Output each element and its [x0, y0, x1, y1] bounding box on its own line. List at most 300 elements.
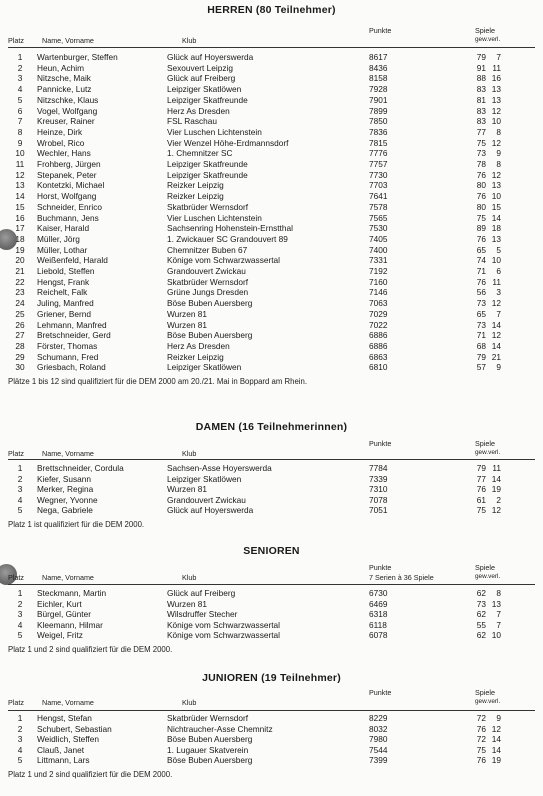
- cell-platz: 29: [15, 351, 25, 362]
- cell-punkte: 7310: [369, 484, 388, 495]
- cell-klub: Leipziger Skatlöwen: [167, 84, 242, 95]
- cell-punkte: 7146: [369, 287, 388, 298]
- cell-gewonnen: 89: [476, 223, 486, 234]
- section-title-senioren: SENIOREN: [243, 545, 300, 557]
- cell-platz: 27: [15, 330, 25, 341]
- cell-punkte: 7022: [369, 319, 388, 330]
- qualification-note-damen: Platz 1 ist qualifiziert für die DEM 2000.: [8, 520, 145, 529]
- cell-verloren: 7: [496, 619, 501, 630]
- qualification-note-senioren: Platz 1 und 2 sind qualifiziert für die DEM 2000.: [8, 645, 173, 654]
- cell-platz: 4: [17, 494, 23, 505]
- cell-name: Heun, Achim: [37, 62, 85, 73]
- cell-punkte: 7400: [369, 244, 388, 255]
- col-header-klub: Klub: [182, 36, 197, 45]
- cell-gewonnen: 65: [476, 308, 486, 319]
- cell-klub: Wilsdruffer Stecher: [167, 609, 238, 620]
- cell-platz: 13: [15, 180, 25, 191]
- cell-name: Kiefer, Susann: [37, 473, 91, 484]
- cell-verloren: 11: [492, 62, 501, 73]
- col-header-name: Name, Vorname: [42, 36, 94, 45]
- col-header-gewverl: gew.verl.: [475, 698, 501, 705]
- cell-klub: Herz As Dresden: [167, 105, 230, 116]
- cell-platz: 2: [17, 598, 23, 609]
- cell-punkte: 7160: [369, 276, 388, 287]
- cell-klub: Nichtraucher-Asse Chemnitz: [167, 723, 273, 734]
- cell-punkte: 7530: [369, 223, 388, 234]
- cell-punkte: 6078: [369, 630, 388, 641]
- cell-verloren: 12: [491, 505, 501, 516]
- col-header-punkte: Punkte: [369, 688, 392, 697]
- cell-punkte: 7757: [369, 159, 388, 169]
- cell-punkte: 6469: [369, 598, 388, 609]
- cell-klub: Herz As Dresden: [167, 340, 230, 351]
- cell-verloren: 16: [491, 73, 501, 84]
- cell-klub: Grüne Jungs Dresden: [167, 287, 249, 298]
- cell-name: Müller, Lothar: [37, 244, 88, 255]
- cell-gewonnen: 75: [476, 744, 486, 755]
- cell-name: Vogel, Wolfgang: [37, 105, 98, 116]
- cell-klub: Skatbrüder Wernsdorf: [167, 276, 249, 287]
- cell-verloren: 14: [491, 734, 501, 745]
- cell-name: Reichelt, Falk: [37, 287, 88, 298]
- cell-punkte: 7836: [369, 126, 388, 137]
- header-rule-herren: [8, 47, 535, 48]
- cell-gewonnen: 75: [476, 137, 486, 148]
- cell-name: Wrobel, Rico: [37, 137, 85, 148]
- cell-platz: 5: [17, 630, 23, 641]
- cell-klub: 1. Lugauer Skatverein: [167, 744, 249, 755]
- cell-gewonnen: 79: [476, 52, 486, 62]
- cell-punkte: 8617: [369, 52, 388, 62]
- cell-platz: 12: [15, 169, 25, 180]
- cell-name: Horst, Wolfgang: [37, 191, 97, 202]
- cell-name: Schubert, Sebastian: [37, 723, 112, 734]
- cell-name: Bürgel, Günter: [37, 609, 91, 620]
- cell-gewonnen: 80: [476, 201, 486, 212]
- cell-verloren: 19: [491, 755, 501, 766]
- cell-verloren: 13: [491, 94, 501, 105]
- cell-verloren: 8: [496, 588, 501, 598]
- col-header-punkte: Punkte: [369, 26, 392, 35]
- cell-platz: 26: [15, 319, 25, 330]
- header-rule-senioren: [8, 584, 535, 585]
- cell-platz: 21: [15, 266, 25, 276]
- cell-punkte: 7776: [369, 148, 388, 159]
- cell-verloren: 11: [492, 276, 501, 287]
- cell-platz: 19: [15, 244, 25, 255]
- cell-gewonnen: 76: [476, 191, 486, 202]
- col-header-klub: Klub: [182, 449, 197, 458]
- col-header-spiele: Spiele: [475, 26, 495, 35]
- col-header-spiele: Spiele: [475, 688, 495, 697]
- cell-gewonnen: 55: [476, 619, 486, 630]
- cell-verloren: 10: [491, 116, 501, 127]
- cell-gewonnen: 83: [476, 84, 486, 95]
- cell-verloren: 12: [491, 723, 501, 734]
- cell-platz: 15: [15, 201, 25, 212]
- cell-punkte: 7928: [369, 84, 388, 95]
- cell-platz: 2: [17, 62, 23, 73]
- cell-gewonnen: 72: [476, 734, 486, 745]
- cell-punkte: 7578: [369, 201, 388, 212]
- cell-platz: 22: [15, 276, 25, 287]
- cell-name: Kleemann, Hilmar: [37, 619, 103, 630]
- cell-name: Eichler, Kurt: [37, 598, 82, 609]
- cell-punkte: 7815: [369, 137, 388, 148]
- cell-verloren: 18: [491, 223, 501, 234]
- cell-verloren: 13: [491, 180, 501, 191]
- cell-name: Schumann, Fred: [37, 351, 99, 362]
- cell-punkte: 7730: [369, 169, 388, 180]
- cell-platz: 4: [17, 744, 23, 755]
- cell-verloren: 11: [492, 463, 501, 473]
- cell-verloren: 8: [496, 126, 501, 137]
- col-header-spiele: Spiele: [475, 563, 495, 572]
- cell-gewonnen: 73: [476, 319, 486, 330]
- cell-punkte: 7063: [369, 298, 388, 309]
- cell-gewonnen: 75: [476, 505, 486, 516]
- cell-platz: 5: [17, 94, 23, 105]
- cell-platz: 1: [17, 588, 23, 598]
- cell-punkte: 7565: [369, 212, 388, 223]
- cell-verloren: 7: [496, 52, 501, 62]
- col-header-platz: Platz: [8, 698, 24, 707]
- cell-klub: Böse Buben Auersberg: [167, 755, 253, 766]
- cell-verloren: 3: [496, 287, 501, 298]
- cell-klub: Sexouvert Leipzig: [167, 62, 233, 73]
- col-header-spiele: Spiele: [475, 439, 495, 448]
- cell-gewonnen: 73: [476, 598, 486, 609]
- cell-platz: 16: [15, 212, 25, 223]
- cell-platz: 23: [15, 287, 25, 298]
- cell-punkte: 8032: [369, 723, 388, 734]
- cell-gewonnen: 62: [476, 630, 486, 641]
- cell-klub: Böse Buben Auersberg: [167, 734, 253, 745]
- cell-klub: Vier Luschen Lichtenstein: [167, 126, 262, 137]
- cell-platz: 3: [17, 484, 23, 495]
- cell-name: Wechler, Hans: [37, 148, 91, 159]
- cell-klub: Glück auf Freiberg: [167, 588, 236, 598]
- cell-verloren: 13: [491, 598, 501, 609]
- cell-verloren: 12: [491, 298, 501, 309]
- cell-gewonnen: 91: [476, 62, 486, 73]
- cell-platz: 17: [15, 223, 25, 234]
- cell-platz: 28: [15, 340, 25, 351]
- cell-punkte: 7784: [369, 463, 388, 473]
- cell-verloren: 13: [491, 84, 501, 95]
- cell-klub: Sachsenring Hohenstein-Ernstthal: [167, 223, 293, 234]
- col-header-klub: Klub: [182, 698, 197, 707]
- cell-name: Schneider, Enrico: [37, 201, 103, 212]
- cell-platz: 3: [17, 73, 23, 84]
- cell-gewonnen: 68: [476, 340, 486, 351]
- cell-klub: Böse Buben Auersberg: [167, 298, 253, 309]
- cell-klub: Wurzen 81: [167, 319, 207, 330]
- cell-punkte: 6118: [369, 619, 387, 630]
- qualification-note-junioren: Platz 1 und 2 sind qualifiziert für die DEM 2000.: [8, 770, 173, 779]
- cell-punkte: 8229: [369, 713, 388, 723]
- cell-gewonnen: 75: [476, 212, 486, 223]
- col-header-platz: Platz: [8, 36, 24, 45]
- cell-punkte: 6810: [369, 362, 388, 373]
- cell-gewonnen: 79: [476, 463, 486, 473]
- cell-punkte: 7980: [369, 734, 388, 745]
- col-header-name: Name, Vorname: [42, 449, 94, 458]
- cell-gewonnen: 57: [476, 362, 486, 373]
- section-title-junioren: JUNIOREN (19 Teilnehmer): [202, 672, 341, 684]
- cell-name: Müller, Jörg: [37, 233, 80, 244]
- cell-verloren: 8: [496, 159, 501, 169]
- cell-punkte: 6730: [369, 588, 388, 598]
- cell-name: Nitzschke, Klaus: [37, 94, 99, 105]
- cell-name: Bretschneider, Gerd: [37, 330, 111, 341]
- cell-platz: 24: [15, 298, 25, 309]
- cell-klub: Reizker Leipzig: [167, 191, 224, 202]
- cell-punkte: 7850: [369, 116, 388, 127]
- cell-punkte: 6863: [369, 351, 388, 362]
- cell-verloren: 7: [496, 308, 501, 319]
- cell-verloren: 15: [491, 201, 501, 212]
- header-rule-junioren: [8, 710, 535, 711]
- cell-platz: 11: [15, 159, 25, 169]
- cell-name: Clauß, Janet: [37, 744, 85, 755]
- cell-punkte: 7544: [369, 744, 388, 755]
- cell-punkte: 7641: [369, 191, 388, 202]
- col-header-punkte: Punkte: [369, 439, 392, 448]
- cell-platz: 3: [17, 734, 23, 745]
- section-title-herren: HERREN (80 Teilnehmer): [207, 4, 336, 16]
- cell-klub: Reizker Leipzig: [167, 180, 224, 191]
- cell-gewonnen: 83: [476, 116, 486, 127]
- col-header-gewverl: gew.verl.: [475, 449, 501, 456]
- cell-name: Liebold, Steffen: [37, 266, 95, 276]
- cell-klub: 1. Chemnitzer SC: [167, 148, 233, 159]
- cell-platz: 8: [17, 126, 23, 137]
- cell-name: Kontetzki, Michael: [37, 180, 105, 191]
- cell-gewonnen: 80: [476, 180, 486, 191]
- section-title-damen: DAMEN (16 Teilnehmerinnen): [195, 421, 348, 433]
- cell-name: Steckmann, Martin: [37, 588, 107, 598]
- cell-klub: Grandouvert Zwickau: [167, 266, 246, 276]
- cell-gewonnen: 76: [476, 755, 486, 766]
- cell-gewonnen: 76: [476, 723, 486, 734]
- cell-gewonnen: 88: [476, 73, 486, 84]
- cell-verloren: 14: [491, 319, 501, 330]
- col-header-punkte: Punkte: [369, 563, 392, 572]
- cell-klub: Chemnitzer Buben 67: [167, 244, 248, 255]
- cell-gewonnen: 78: [476, 159, 486, 169]
- col-header-punkte-sub: 7 Serien à 36 Spiele: [369, 573, 434, 582]
- cell-klub: Wurzen 81: [167, 598, 207, 609]
- cell-name: Kreuser, Rainer: [37, 116, 95, 127]
- cell-name: Lehmann, Manfred: [37, 319, 107, 330]
- cell-name: Littmann, Lars: [37, 755, 90, 766]
- cell-verloren: 9: [496, 362, 501, 373]
- cell-punkte: 7029: [369, 308, 388, 319]
- cell-name: Nega, Gabriele: [37, 505, 93, 516]
- cell-gewonnen: 76: [476, 276, 486, 287]
- cell-gewonnen: 76: [476, 169, 486, 180]
- cell-klub: Vier Luschen Lichtenstein: [167, 212, 262, 223]
- cell-punkte: 7399: [369, 755, 388, 766]
- cell-gewonnen: 77: [476, 473, 486, 484]
- cell-punkte: 6886: [369, 340, 388, 351]
- cell-klub: Glück auf Hoyerswerda: [167, 52, 254, 62]
- cell-klub: Sachsen-Asse Hoyerswerda: [167, 463, 272, 473]
- cell-verloren: 12: [491, 137, 501, 148]
- cell-gewonnen: 62: [476, 609, 486, 620]
- cell-platz: 25: [15, 308, 25, 319]
- cell-platz: 20: [15, 255, 25, 266]
- cell-klub: 1. Zwickauer SC Grandouvert 89: [167, 233, 288, 244]
- cell-name: Merker, Regina: [37, 484, 94, 495]
- cell-verloren: 12: [491, 105, 501, 116]
- cell-klub: Reizker Leipzig: [167, 351, 224, 362]
- cell-name: Kaiser, Harald: [37, 223, 90, 234]
- cell-punkte: 8436: [369, 62, 388, 73]
- cell-verloren: 10: [491, 191, 501, 202]
- cell-klub: Glück auf Hoyerswerda: [167, 505, 254, 516]
- cell-name: Juling, Manfred: [37, 298, 94, 309]
- cell-gewonnen: 56: [476, 287, 486, 298]
- cell-gewonnen: 83: [476, 105, 486, 116]
- cell-verloren: 7: [496, 609, 501, 620]
- cell-platz: 30: [15, 362, 25, 373]
- cell-name: Frohberg, Jürgen: [37, 159, 101, 169]
- cell-klub: Skatbrüder Wernsdorf: [167, 713, 249, 723]
- cell-platz: 1: [17, 52, 23, 62]
- cell-name: Wegner, Yvonne: [37, 494, 98, 505]
- col-header-klub: Klub: [182, 573, 197, 582]
- cell-gewonnen: 71: [476, 266, 486, 276]
- cell-platz: 4: [17, 619, 23, 630]
- cell-name: Hengst, Frank: [37, 276, 90, 287]
- cell-gewonnen: 72: [476, 713, 486, 723]
- cell-punkte: 8158: [369, 73, 388, 84]
- cell-verloren: 12: [491, 169, 501, 180]
- cell-klub: Grandouvert Zwickau: [167, 494, 246, 505]
- cell-punkte: 7901: [369, 94, 388, 105]
- cell-name: Heinze, Dirk: [37, 126, 83, 137]
- cell-punkte: 7899: [369, 105, 388, 116]
- cell-platz: 1: [17, 713, 23, 723]
- cell-klub: Leipziger Skatfreunde: [167, 169, 248, 180]
- cell-klub: Könige vom Schwarzwassertal: [167, 630, 280, 641]
- cell-verloren: 9: [496, 713, 501, 723]
- cell-gewonnen: 74: [476, 255, 486, 266]
- cell-verloren: 14: [491, 744, 501, 755]
- cell-platz: 14: [15, 191, 25, 202]
- cell-gewonnen: 76: [476, 484, 486, 495]
- cell-platz: 5: [17, 505, 23, 516]
- cell-platz: 2: [17, 473, 23, 484]
- cell-gewonnen: 62: [476, 588, 486, 598]
- cell-name: Griener, Bernd: [37, 308, 91, 319]
- cell-gewonnen: 77: [476, 126, 486, 137]
- cell-verloren: 2: [496, 494, 501, 505]
- cell-verloren: 13: [491, 233, 501, 244]
- cell-name: Griesbach, Roland: [37, 362, 106, 373]
- cell-platz: 2: [17, 723, 23, 734]
- qualification-note-herren: Plätze 1 bis 12 sind qualifiziert für die DEM 2000 am 20./21. Mai in Boppard am Rhein.: [8, 377, 308, 386]
- cell-platz: 18: [15, 233, 25, 244]
- col-header-platz: Platz: [8, 449, 24, 458]
- cell-punkte: 6886: [369, 330, 388, 341]
- cell-klub: Vier Wenzel Höhe-Erdmannsdorf: [167, 137, 289, 148]
- cell-punkte: 7051: [369, 505, 388, 516]
- cell-verloren: 14: [491, 340, 501, 351]
- cell-verloren: 5: [496, 244, 501, 255]
- cell-platz: 9: [17, 137, 23, 148]
- cell-verloren: 19: [491, 484, 501, 495]
- cell-punkte: 6318: [369, 609, 388, 620]
- cell-klub: Leipziger Skatfreunde: [167, 159, 248, 169]
- cell-gewonnen: 73: [476, 298, 486, 309]
- cell-platz: 3: [17, 609, 23, 620]
- cell-punkte: 7405: [369, 233, 388, 244]
- cell-punkte: 7078: [369, 494, 388, 505]
- cell-gewonnen: 65: [476, 244, 486, 255]
- cell-punkte: 7192: [369, 266, 388, 276]
- cell-klub: Leipziger Skatlöwen: [167, 473, 242, 484]
- cell-klub: Leipziger Skatlöwen: [167, 362, 242, 373]
- header-rule-damen: [8, 459, 535, 460]
- cell-punkte: 7331: [369, 255, 388, 266]
- cell-verloren: 14: [491, 473, 501, 484]
- cell-name: Weigel, Fritz: [37, 630, 83, 641]
- cell-klub: Wurzen 81: [167, 308, 207, 319]
- cell-name: Förster, Thomas: [37, 340, 98, 351]
- cell-name: Pannicke, Lutz: [37, 84, 92, 95]
- cell-punkte: 7339: [369, 473, 388, 484]
- cell-gewonnen: 73: [476, 148, 486, 159]
- cell-platz: 4: [17, 84, 23, 95]
- cell-klub: Könige vom Schwarzwassertal: [167, 255, 280, 266]
- cell-verloren: 12: [491, 330, 501, 341]
- col-header-gewverl: gew.verl.: [475, 573, 501, 580]
- cell-verloren: 9: [496, 148, 501, 159]
- cell-klub: Glück auf Freiberg: [167, 73, 236, 84]
- cell-platz: 1: [17, 463, 23, 473]
- cell-platz: 6: [17, 105, 23, 116]
- cell-verloren: 10: [491, 255, 501, 266]
- cell-klub: Könige vom Schwarzwassertal: [167, 619, 280, 630]
- cell-platz: 5: [17, 755, 23, 766]
- cell-verloren: 10: [491, 630, 501, 641]
- cell-gewonnen: 76: [476, 233, 486, 244]
- cell-klub: Böse Buben Auersberg: [167, 330, 253, 341]
- col-header-name: Name, Vorname: [42, 573, 94, 582]
- cell-klub: Wurzen 81: [167, 484, 207, 495]
- col-header-name: Name, Vorname: [42, 698, 94, 707]
- cell-punkte: 7703: [369, 180, 388, 191]
- cell-name: Weidlich, Steffen: [37, 734, 99, 745]
- cell-verloren: 6: [496, 266, 501, 276]
- cell-platz: 7: [17, 116, 23, 127]
- cell-name: Stepanek, Peter: [37, 169, 97, 180]
- cell-name: Brettschneider, Cordula: [37, 463, 124, 473]
- cell-name: Nitzsche, Maik: [37, 73, 91, 84]
- col-header-gewverl: gew.verl.: [475, 36, 501, 43]
- cell-klub: FSL Raschau: [167, 116, 217, 127]
- col-header-platz: Platz: [8, 573, 24, 582]
- cell-klub: Leipziger Skatfreunde: [167, 94, 248, 105]
- cell-platz: 10: [15, 148, 25, 159]
- cell-name: Wartenburger, Steffen: [37, 52, 118, 62]
- cell-gewonnen: 79: [476, 351, 486, 362]
- cell-verloren: 21: [491, 351, 501, 362]
- cell-gewonnen: 61: [476, 494, 486, 505]
